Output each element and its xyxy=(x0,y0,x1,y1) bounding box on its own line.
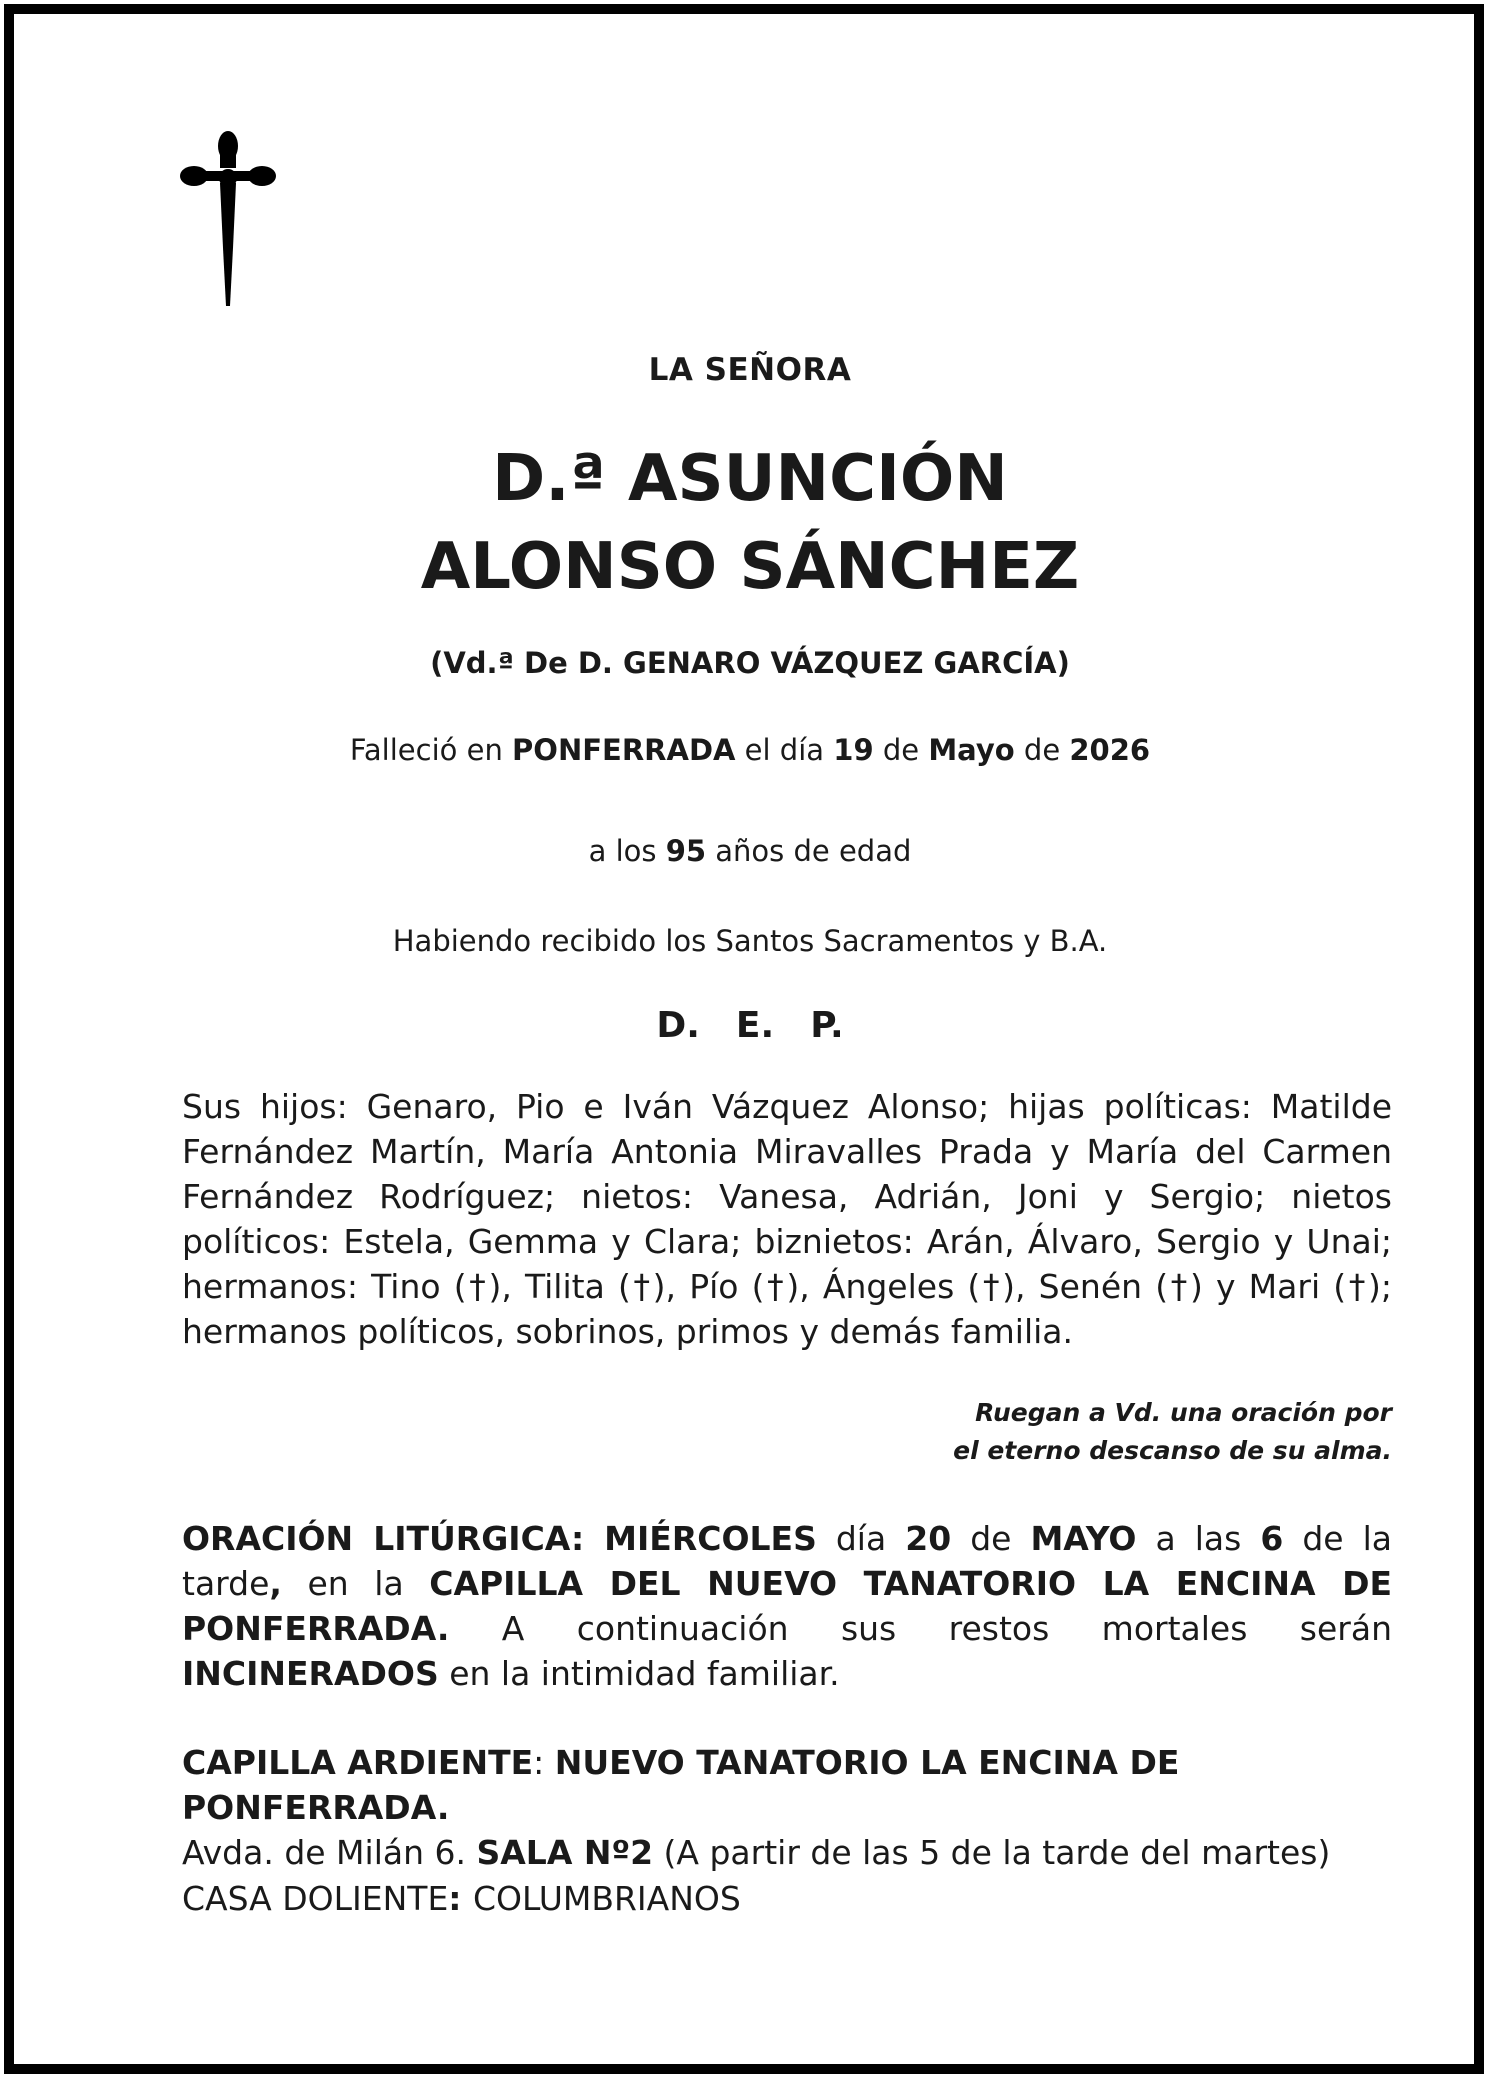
dep-initials xyxy=(0,1005,1500,1046)
deceased-name-line1: D.ª ASUNCIÓN xyxy=(492,442,1008,516)
age-text: años de edad xyxy=(706,834,912,868)
house-sep: : xyxy=(448,1879,473,1918)
age-years: 95 xyxy=(665,834,707,868)
prayer-line: Ruegan a Vd. una oración por xyxy=(975,1398,1392,1427)
chapel-place: NUEVO TANATORIO LA ENCINA DE PONFERRADA. xyxy=(182,1743,1180,1827)
death-month: Mayo xyxy=(928,733,1015,767)
age-text: a los xyxy=(588,834,666,868)
chapel-note: (A partir de las 5 de la tarde del martes) xyxy=(653,1833,1331,1872)
ceremony-text: día xyxy=(816,1519,906,1558)
death-info xyxy=(0,733,1500,767)
ceremony-month: MAYO xyxy=(1030,1519,1137,1558)
death-day: 19 xyxy=(833,733,874,767)
chapel-room: SALA Nº2 xyxy=(476,1833,654,1872)
ceremony-title: ORACIÓN LITÚRGICA: MIÉRCOLES xyxy=(182,1519,817,1558)
chapel-address: Avda. de Milán 6. xyxy=(182,1833,477,1872)
ceremony-comma: , xyxy=(269,1564,282,1603)
ceremony-text: en la xyxy=(281,1564,430,1603)
prayer-request xyxy=(953,1394,1392,1470)
dep-letter: D. xyxy=(656,1005,700,1046)
ceremony-text: a las xyxy=(1136,1519,1261,1558)
ceremony-paragraph xyxy=(182,1516,1392,1696)
family-paragraph: Sus hijos: Genaro, Pio e Iván Vázquez Alonso; hijas políticas: Matilde Fernández Martín, María Antonia Miravalles Prada y María del Carmen Fernández Rodríguez; nietos: Vanesa, Adrián, Joni y Sergio; nietos políticos: Estela, Gemma y Clara; biznietos: Arán, Álvaro, Sergio y Unai; hermanos: Tino (†), Tilita (†), Pío (†), Ángeles (†), Senén (†) y Mari (†); hermanos políticos, sobrinos, primos y demás familia. xyxy=(182,1087,1392,1351)
death-text: Falleció en xyxy=(349,733,513,767)
ceremony-place: CAPILLA DEL NUEVO TANATORIO LA ENCINA DE PONFERRADA. xyxy=(182,1564,1393,1648)
prayer-line: el eterno descanso de su alma. xyxy=(953,1436,1392,1465)
dep-letter: E. xyxy=(735,1005,775,1046)
ceremony-text: de xyxy=(951,1519,1031,1558)
deceased-name xyxy=(0,435,1500,611)
ceremony-action: INCINERADOS xyxy=(182,1654,439,1693)
title-label: LA SEÑORA xyxy=(648,352,852,388)
santiago-cross-icon xyxy=(180,128,276,306)
chapel-paragraph xyxy=(182,1740,1392,1875)
death-text: de xyxy=(873,733,929,767)
mourning-house xyxy=(182,1876,1392,1921)
age-info xyxy=(0,834,1500,868)
deceased-name-line2: ALONSO SÁNCHEZ xyxy=(420,530,1080,604)
ceremony-text: A continuación sus restos mortales serán xyxy=(449,1609,1392,1648)
ceremony-day: 20 xyxy=(905,1519,952,1558)
house-label: CASA DOLIENTE xyxy=(182,1879,449,1918)
ceremony-hour: 6 xyxy=(1260,1519,1284,1558)
ceremony-text: en la intimidad familiar. xyxy=(438,1654,840,1693)
death-text: de xyxy=(1014,733,1070,767)
death-place: PONFERRADA xyxy=(512,733,736,767)
sacraments-line: Habiendo recibido los Santos Sacramentos y B.A. xyxy=(392,924,1108,958)
chapel-label: CAPILLA ARDIENTE xyxy=(182,1743,534,1782)
death-text: el día xyxy=(735,733,834,767)
widow-note: (Vd.ª De D. GENARO VÁZQUEZ GARCÍA) xyxy=(430,646,1070,680)
dep-letter: P. xyxy=(810,1005,844,1046)
chapel-sep: : xyxy=(533,1743,555,1782)
house-place: COLUMBRIANOS xyxy=(472,1879,741,1918)
death-year: 2026 xyxy=(1069,733,1151,767)
ceremony-text: de la tarde xyxy=(182,1519,1392,1603)
